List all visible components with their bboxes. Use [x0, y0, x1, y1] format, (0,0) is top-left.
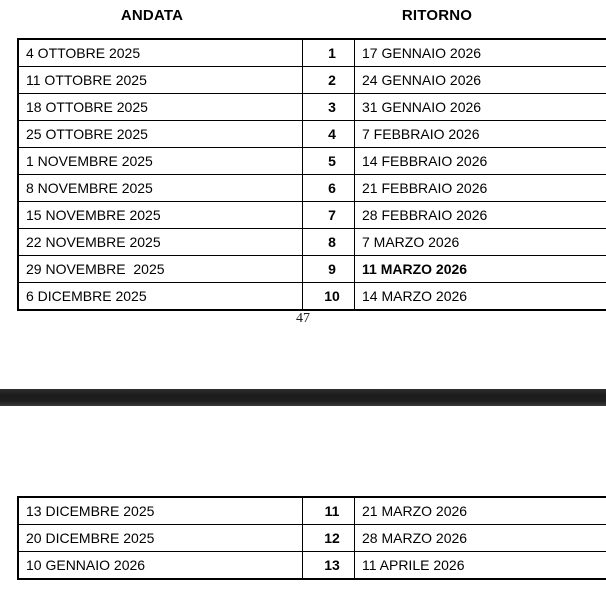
- calendar-table-rounds-11-13: [17, 496, 606, 580]
- andata-date-cell: 1 NOVEMBRE 2025: [18, 148, 303, 175]
- table-row: [18, 39, 606, 67]
- andata-date-cell: 18 OTTOBRE 2025: [18, 94, 303, 121]
- table-row: [18, 525, 606, 552]
- andata-date-cell: 20 DICEMBRE 2025: [18, 525, 303, 552]
- ritorno-header: RITORNO: [401, 7, 473, 24]
- ritorno-date-cell: 7 MARZO 2026: [355, 229, 606, 256]
- round-number-cell: 10: [303, 283, 355, 311]
- round-number-cell: 1: [303, 39, 355, 67]
- table-row: [18, 148, 606, 175]
- table-row: [18, 552, 606, 580]
- andata-date-cell: 13 DICEMBRE 2025: [18, 497, 303, 525]
- andata-date-cell: 8 NOVEMBRE 2025: [18, 175, 303, 202]
- ritorno-date-cell: 11 APRILE 2026: [355, 552, 606, 580]
- ritorno-date-cell: 14 MARZO 2026: [355, 283, 606, 311]
- andata-date-cell: 6 DICEMBRE 2025: [18, 283, 303, 311]
- ritorno-date-cell: 7 FEBBRAIO 2026: [355, 121, 606, 148]
- ritorno-date-cell: 24 GENNAIO 2026: [355, 67, 606, 94]
- andata-date-cell: 29 NOVEMBRE 2025: [18, 256, 303, 283]
- round-number-cell: 3: [303, 94, 355, 121]
- round-number-cell: 5: [303, 148, 355, 175]
- ritorno-date-cell: 31 GENNAIO 2026: [355, 94, 606, 121]
- table-row: [18, 175, 606, 202]
- table-row: [18, 121, 606, 148]
- ritorno-date-cell: 21 FEBBRAIO 2026: [355, 175, 606, 202]
- table-row: [18, 202, 606, 229]
- round-number-cell: 11: [303, 497, 355, 525]
- table-row: [18, 283, 606, 311]
- andata-header: ANDATA: [120, 7, 184, 24]
- table-row: [18, 229, 606, 256]
- round-number-cell: 7: [303, 202, 355, 229]
- table-row: [18, 497, 606, 525]
- table-row: [18, 256, 606, 283]
- ritorno-date-cell: 21 MARZO 2026: [355, 497, 606, 525]
- table-row: [18, 67, 606, 94]
- ritorno-date-cell: 28 FEBBRAIO 2026: [355, 202, 606, 229]
- andata-date-cell: 10 GENNAIO 2026: [18, 552, 303, 580]
- page-number: 47: [296, 311, 310, 326]
- column-headers: [0, 7, 606, 27]
- round-number-cell: 8: [303, 229, 355, 256]
- round-number-cell: 2: [303, 67, 355, 94]
- round-number-cell: 9: [303, 256, 355, 283]
- andata-date-cell: 22 NOVEMBRE 2025: [18, 229, 303, 256]
- calendar-table-rounds-1-10: [17, 38, 606, 311]
- round-number-cell: 12: [303, 525, 355, 552]
- round-number-cell: 13: [303, 552, 355, 580]
- page-separator-bar: [0, 389, 606, 406]
- ritorno-date-cell: 14 FEBBRAIO 2026: [355, 148, 606, 175]
- round-number-cell: 6: [303, 175, 355, 202]
- ritorno-date-cell: 28 MARZO 2026: [355, 525, 606, 552]
- andata-date-cell: 4 OTTOBRE 2025: [18, 39, 303, 67]
- ritorno-date-cell: 17 GENNAIO 2026: [355, 39, 606, 67]
- andata-date-cell: 25 OTTOBRE 2025: [18, 121, 303, 148]
- andata-date-cell: 15 NOVEMBRE 2025: [18, 202, 303, 229]
- table-row: [18, 94, 606, 121]
- ritorno-date-cell: 11 MARZO 2026: [355, 256, 606, 283]
- round-number-cell: 4: [303, 121, 355, 148]
- andata-date-cell: 11 OTTOBRE 2025: [18, 67, 303, 94]
